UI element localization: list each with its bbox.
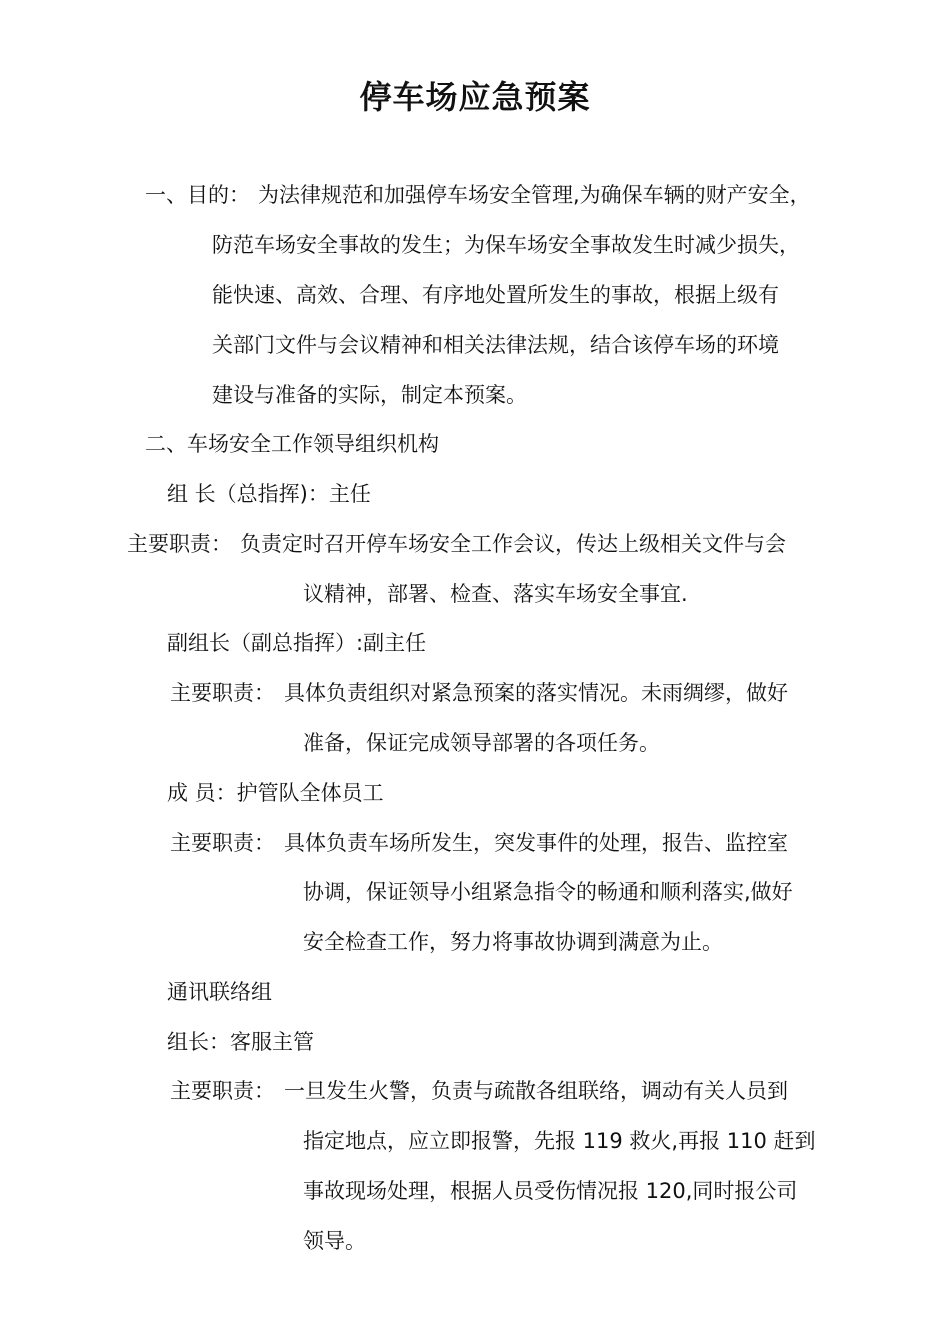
comm-group-leader: 组长：客服主管 (167, 1030, 314, 1054)
comm-duty-line: 事故现场处理，根据人员受伤情况报 120,同时报公司 (303, 1179, 798, 1203)
section1-line: 防范车场安全事故的发生；为保车场安全事故发生时减少损失， (212, 233, 800, 257)
section1-line: 能快速、高效、合理、有序地处置所发生的事故，根据上级有 (212, 283, 779, 307)
section2-heading: 二、车场安全工作领导组织机构 (145, 432, 439, 456)
section1-line: 关部门文件与会议精神和相关法律法规，结合该停车场的环境 (212, 333, 779, 357)
members-title: 成 员：护管队全体员工 (167, 781, 384, 805)
deputy-title: 副组长（副总指挥）:副主任 (167, 631, 427, 655)
comm-group-name: 通讯联络组 (167, 980, 272, 1004)
comm-duty-label: 主要职责： (170, 1079, 275, 1103)
section1-line: 为法律规范和加强停车场安全管理,为确保车辆的财产安全， (258, 183, 811, 207)
members-duty-line: 具体负责车场所发生，突发事件的处理，报告、监控室 (284, 831, 788, 855)
leader-title: 组 长（总指挥)：主任 (167, 482, 371, 506)
members-duty-line: 协调，保证领导小组紧急指令的畅通和顺利落实,做好 (303, 880, 793, 904)
members-duty-label: 主要职责： (170, 831, 275, 855)
document-title: 停车场应急预案 (359, 78, 591, 116)
members-duty-line: 安全检查工作，努力将事故协调到满意为止。 (303, 930, 723, 954)
deputy-duty-line: 准备，保证完成领导部署的各项任务。 (303, 731, 660, 755)
deputy-duty-label: 主要职责： (170, 681, 275, 705)
leader-duty-line: 议精神，部署、检查、落实车场安全事宜. (303, 582, 688, 606)
leader-duty-label: 主要职责： (127, 532, 232, 556)
comm-duty-line: 一旦发生火警，负责与疏散各组联络，调动有关人员到 (284, 1079, 788, 1103)
deputy-duty-line: 具体负责组织对紧急预案的落实情况。未雨绸缪，做好 (284, 681, 788, 705)
section1-label: 一、目的： (145, 183, 250, 207)
comm-duty-line: 指定地点，应立即报警，先报 119 救火,再报 110 赶到 (303, 1129, 816, 1153)
comm-duty-line: 领导。 (303, 1229, 366, 1253)
section1-line: 建设与准备的实际，制定本预案。 (212, 383, 527, 407)
leader-duty-line: 负责定时召开停车场安全工作会议，传达上级相关文件与会 (240, 532, 786, 556)
